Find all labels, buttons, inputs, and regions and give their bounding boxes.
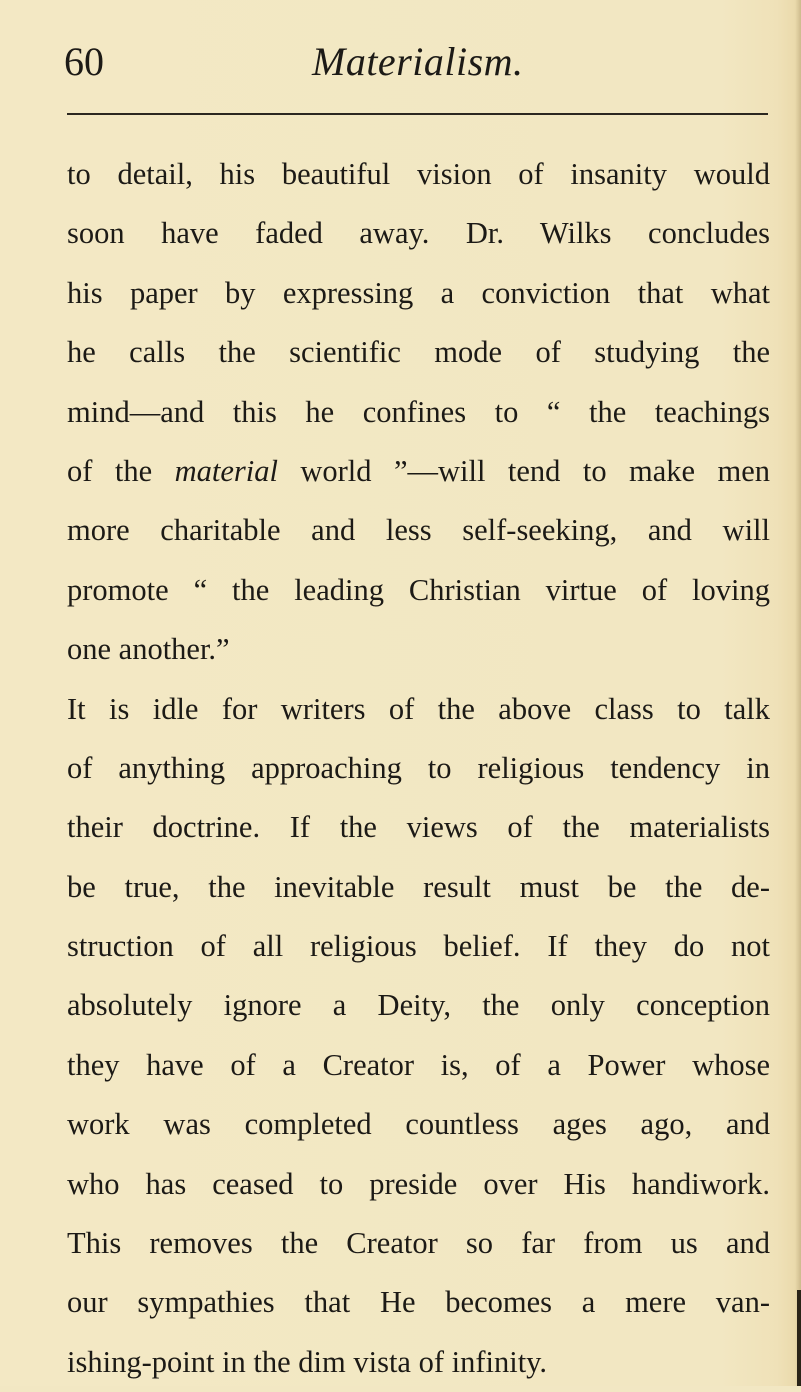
text-line: promote “ the leading Christian virtue of loving — [67, 572, 770, 607]
text-line: absolutely ignore a Deity, the only conception — [67, 988, 770, 1023]
page-number: 60 — [64, 39, 104, 84]
emphasized-word: material — [174, 453, 278, 488]
body-text — [67, 145, 770, 1392]
text-line: he calls the scientific mode of studying the — [67, 335, 770, 370]
text-line: of anything approaching to religious tendency in — [67, 750, 770, 785]
text-line: struction of all religious belief. If they do not — [67, 929, 770, 964]
text-line: they have of a Creator is, of a Power whose — [67, 1047, 770, 1082]
text-line: more charitable and less self-seeking, and will — [67, 513, 770, 548]
page-edge-shadow — [795, 0, 801, 1386]
text-line: to detail, his beautiful vision of insanity would — [67, 157, 770, 191]
text-line: be true, the inevitable result must be the de- — [67, 869, 770, 904]
page-edge-mark — [797, 1290, 801, 1386]
text-line: This removes the Creator so far from us and — [67, 1226, 770, 1261]
text-line: his paper by expressing a conviction that what — [67, 275, 770, 310]
text-line: work was completed countless ages ago, and — [67, 1107, 770, 1142]
text-segment: of the — [67, 453, 175, 488]
text-line: ishing-point in the dim vista of infinity. — [67, 1344, 548, 1379]
page-header — [64, 34, 764, 90]
header-rule — [67, 113, 768, 115]
text-line: who has ceased to preside over His handiwork. — [67, 1166, 770, 1201]
text-line: mind—and this he confines to “ the teachings — [67, 394, 770, 429]
text-line: one another.” — [67, 632, 230, 667]
text-line: soon have faded away. Dr. Wilks concludes — [67, 216, 770, 251]
text-line: our sympathies that He becomes a mere van- — [67, 1285, 770, 1320]
text-segment: world ”—will tend to make men — [277, 453, 771, 488]
running-head: Materialism. — [312, 39, 524, 84]
text-line: It is idle for writers of the above class to talk — [67, 691, 770, 726]
text-line — [67, 442, 770, 501]
text-line: their doctrine. If the views of the materialists — [67, 810, 770, 845]
